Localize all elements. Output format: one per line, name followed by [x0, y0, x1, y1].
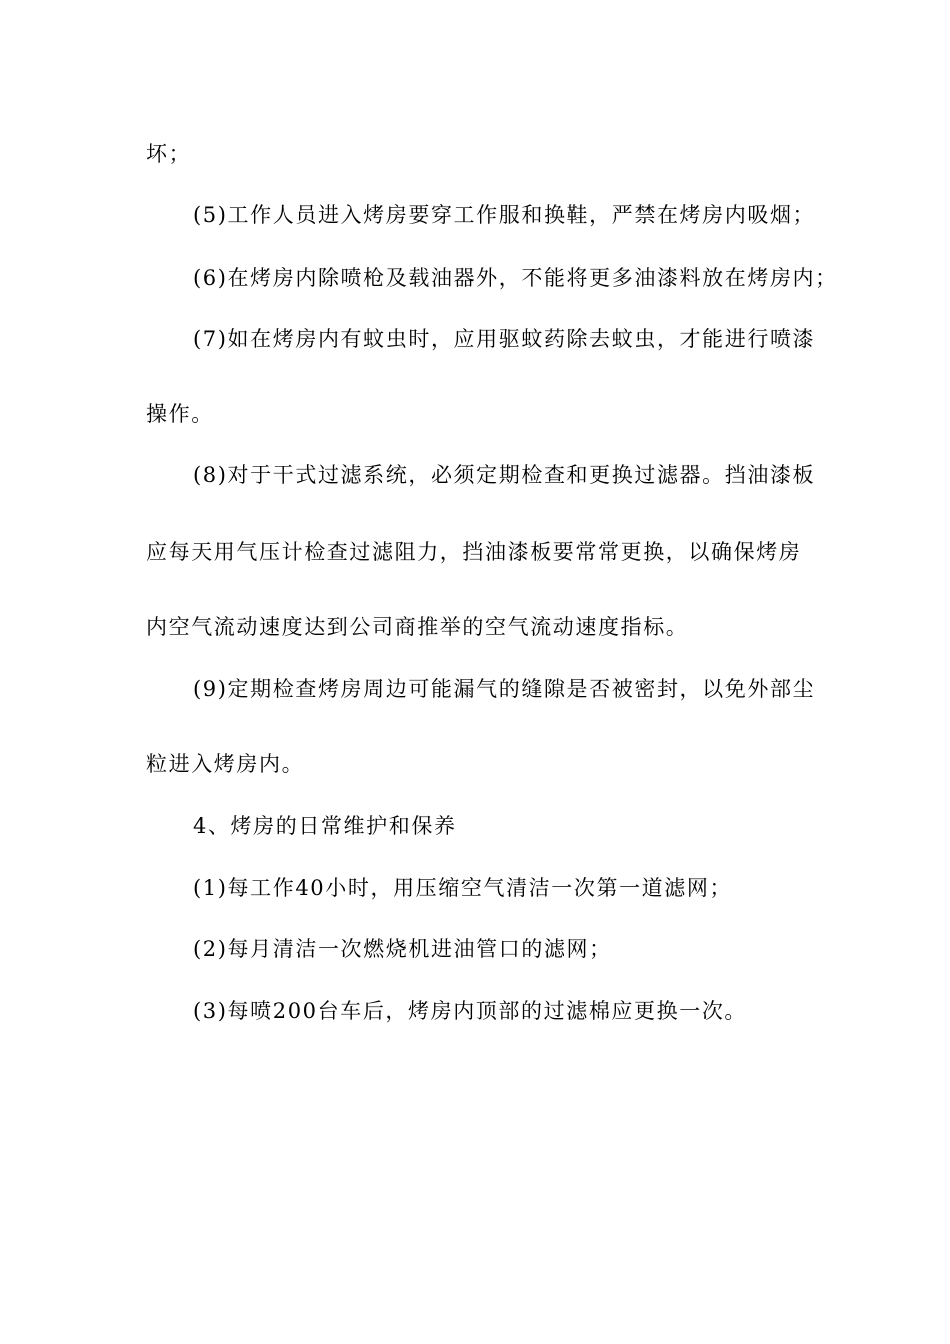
text-line-continuation: 坏；	[146, 142, 192, 166]
item-8-continuation-1: 应每天用气压计检查过滤阻力，挡油漆板要常常更换，以确保烤房	[146, 540, 802, 564]
item-7-continuation: 操作。	[146, 402, 214, 426]
maintenance-item-1: (1)每工作40小时，用压缩空气清洁一次第一道滤网；	[193, 876, 733, 900]
maintenance-item-2: (2)每月清洁一次燃烧机进油管口的滤网；	[193, 937, 612, 961]
item-7: (7)如在烤房内有蚊虫时，应用驱蚊药除去蚊虫，才能进行喷漆	[193, 327, 816, 351]
item-6: (6)在烤房内除喷枪及载油器外，不能将更多油漆料放在烤房内；	[193, 266, 838, 290]
item-8-continuation-2: 内空气流动速度达到公司商推举的空气流动速度指标。	[146, 615, 689, 639]
section-heading: 4、烤房的日常维护和保养	[193, 814, 457, 838]
item-9: (9)定期检查烤房周边可能漏气的缝隙是否被密封，以免外部尘	[193, 677, 816, 701]
item-5: (5)工作人员进入烤房要穿工作服和换鞋，严禁在烤房内吸烟；	[193, 203, 816, 227]
item-9-continuation: 粒进入烤房内。	[146, 752, 305, 776]
item-8: (8)对于干式过滤系统，必须定期检查和更换过滤器。挡油漆板	[193, 463, 816, 487]
maintenance-item-3: (3)每喷200台车后，烤房内顶部的过滤棉应更换一次。	[193, 999, 748, 1023]
